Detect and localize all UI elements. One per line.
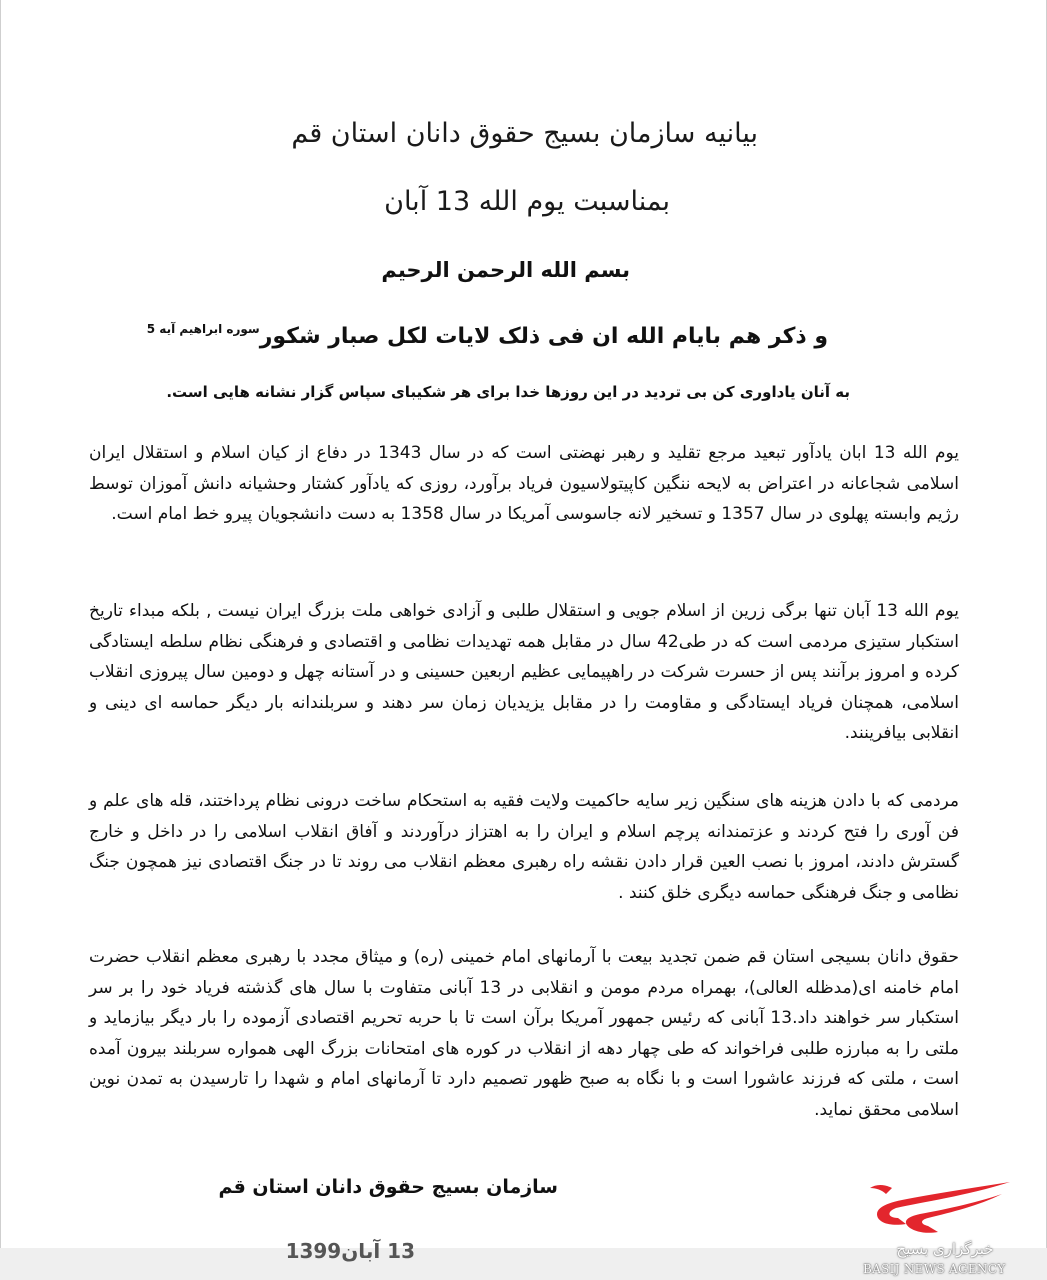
body-paragraph: حقوق دانان بسیجی استان قم ضمن تجدید بیعت با آرمانهای امام خمینی (ره) و میثاق مجدد با رهبری معظم انقلاب حضرت امام خامنه ای(مدظله العالی)، بهمراه مردم مومن و انقلابی در 13 آبانی متفاوت با سال های گذشته فریاد خود را بر سر استکبار سر خواهند داد.13 آبانی که رئیس جمهور آمریکا برآن است تا با حربه تحریم اقتصادی آزموده را بار دیگر بیازماید و ملتی را به مبارزه طلبی فراخواند که طی چهار دهه از انقلاب در کوره های امتحانات بزرگ الهی همواره سربلند بیرون آمده است ، ملتی که فرزند عاشورا است و با نگاه به صبح ظهور تصمیم دارد تا آرمانهای امام و شهدا را تارسیدن به تمدن نوین اسلامی محقق نماید. [89,947,959,1120]
verse-reference: سوره ابراهیم آیه 5 [146,322,260,336]
basij-news-logo-icon [862,1174,1012,1236]
agency-name-en: BASIJ NEWS AGENCY [863,1262,1006,1276]
body-paragraph: مردمی که با دادن هزینه های سنگین زیر سایه حاکمیت ولایت فقیه به استحکام ساخت درونی نظام پرداختند، قله های علم و فن آوری را فتح کردند و عزتمندانه پرچم اسلام و ایران را به اهتزاز درآوردند و آفاق انقلاب اسلامی را در داخل و خارج گسترش دادند، امروز با نصب العین قرار دادن نقشه راه رهبری معظم انقلاب می روند تا در جنگ اقتصادی نیز همچون جنگ نظامی و جنگ فرهنگی حماسه دیگری خلق کنند . [89,791,959,903]
basmala: بسم الله الرحمن الرحیم [381,258,630,282]
document-date: 13 آبان1399 [285,1239,415,1263]
body-paragraph: یوم الله 13 آبان تنها برگی زرین از اسلام جویی و استقلال طلبی و آزادی خواهی ملت بزرگ ایران نیست , بلکه مبداء تاریخ استکبار ستیزی مردمی است که در طی42 سال در مقابل همه تهدیدات نظامی و اقتصادی و فرهنگی نظام سلطه ایستادگی کرده و امروز برآنند پس از حسرت شرکت در راهپیمایی عظیم اربعین حسینی و در آستانه چهل و دومین سال پیروزی انقلاب اسلامی، همچنان فریاد ایستادگی و مقاومت را در مقابل یزیدیان زمان سر دهند و سربلندانه بار دیگر حماسه ای دینی و انقلابی بیافرینند. [89,601,960,744]
signature: سازمان بسیج حقوق دانان استان قم [218,1176,558,1198]
agency-name-fa: خبرگزاری بسیج [896,1240,994,1258]
verse-text: و ذکر هم بایام الله ان فی ذلک لایات لکل صبار شکور [259,324,828,349]
verse-translation: به آنان یاداوری کن بی تردید در این روزها خدا برای هر شکیبای سپاس گزار نشانه هایی است. [166,383,850,401]
document-title: بیانیه سازمان بسیج حقوق دانان استان قم [291,118,758,149]
quran-verse [147,322,828,349]
document-subtitle: بمناسبت یوم الله 13 آبان [384,186,670,217]
body-paragraph: یوم الله 13 ابان یادآور تبعید مرجع تقلید و رهبر نهضتی است که در سال 1343 در دفاع از کیان اسلام و استقلال ایران اسلامی شجاعانه در اعتراض به لایحه ننگین کاپیتولاسیون فریاد برآورد، روزی که یادآور کشتار وحشیانه دانش آموزان توسط رژیم وابسته پهلوی در سال 1357 و تسخیر لانه جاسوسی آمریکا در سال 1358 به دست دانشجویان پیرو خط امام است. [89,443,959,525]
